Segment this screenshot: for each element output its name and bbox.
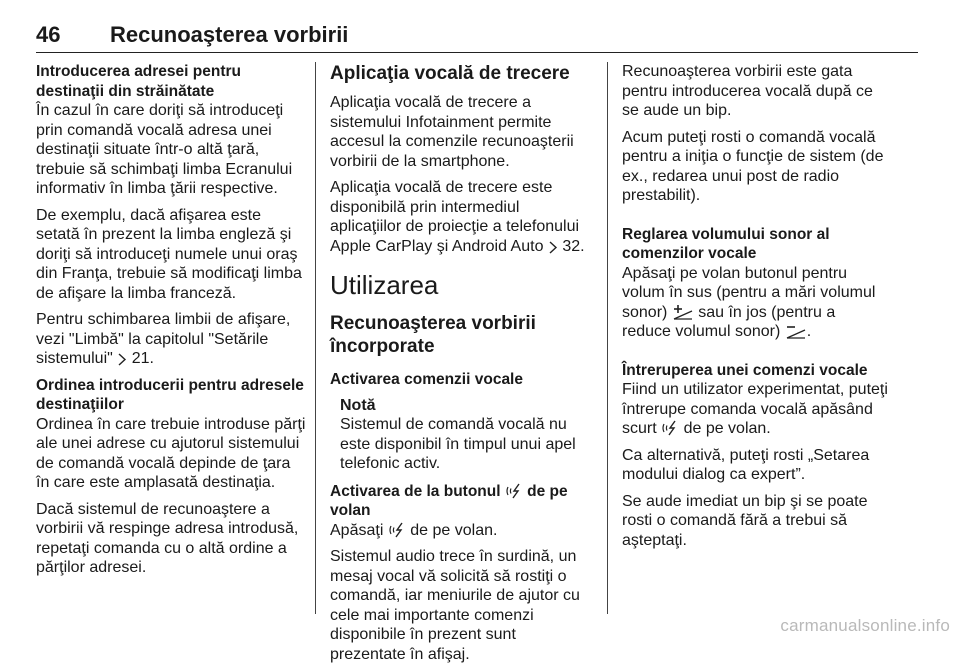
- note-text: Sistemul de comandă vocală nu este disponibil în timpul unui apel telefonic activ.: [340, 416, 576, 472]
- paragraph: Dacă sistemul de recunoaştere a vorbirii vă respinge adresa introdusă, repetaţi comanda cu o altă ordine a părţilor adresei.: [36, 500, 299, 576]
- heading-activate-voice: Activarea comenzii vocale: [330, 371, 523, 388]
- paragraph: De exemplu, dacă afişarea este setată în prezent la limba engleză şi doriţi să introduceţi numele unui oraş din Franţa, trebuie să modificaţi limba de afişare la limba franceză.: [36, 206, 302, 302]
- paragraph: Acum puteţi rosti o comandă vocală pentru a iniţia o funcţie de sistem (de ex., redarea unui post de radio prestabilit).: [622, 128, 884, 204]
- note-title: Notă: [340, 396, 376, 414]
- page-reference[interactable]: 32.: [562, 237, 585, 255]
- column-divider: [607, 62, 608, 614]
- heading-activate-steering: Activarea de la butonul de pe volan: [330, 482, 568, 519]
- column-right: [622, 62, 888, 614]
- heading-interrupt: Întreruperea unei comenzi vocale: [622, 361, 868, 379]
- paragraph: Apăsaţi de pe volan.: [330, 521, 498, 539]
- heading-voice-passthrough: Aplicaţia vocală de trecere: [330, 63, 570, 84]
- heading-builtin-recognition: Recunoaşterea vorbirii încorporate: [330, 313, 536, 357]
- paragraph: Sistemul audio trece în surdină, un mesaj vocal vă solicită să rostiţi o comandă, iar meniurile de ajutor cu cele mai importante comenzi disponibile în prezent sunt prezentate în afişaj.: [330, 548, 580, 663]
- page-reference-arrow-icon: [548, 241, 558, 254]
- paragraph: Ordinea în care trebuie introduse părţi ale unei adrese cu ajutorul sistemului de comandă vocală depinde de ţara în care este amplasată destinaţia.: [36, 415, 306, 491]
- volume-up-icon: [672, 304, 694, 320]
- voice-command-icon: [661, 420, 679, 436]
- column-left: [36, 62, 306, 614]
- heading-usage: Utilizarea: [330, 270, 439, 300]
- voice-command-icon: [388, 522, 406, 538]
- column-divider: [315, 62, 316, 614]
- note-box: [340, 396, 594, 474]
- paragraph: Aplicaţia vocală de trecere este disponibilă prin intermediul aplicaţiilor de proiecţie a telefonului Apple CarPlay şi Android Auto 32.: [330, 179, 585, 255]
- paragraph: Recunoaşterea vorbirii este gata pentru introducerea vocală după ce se aude un bip.: [622, 63, 873, 119]
- page-header: [36, 22, 918, 53]
- heading-volume: Reglarea volumului sonor al comenzilor vocale: [622, 225, 830, 262]
- heading-foreign-destinations: Introducerea adresei pentru destinaţii din străinătate: [36, 63, 242, 100]
- watermark: carmanualsonline.info: [780, 616, 950, 635]
- page-number: 46: [36, 22, 61, 47]
- paragraph: Aplicaţia vocală de trecere a sistemului Infotainment permite accesul la comenzile recunoaşterii vorbirii de la smartphone.: [330, 94, 574, 170]
- volume-down-icon: [785, 323, 807, 339]
- paragraph: Pentru schimbarea limbii de afişare, vezi "Limbă" la capitolul "Setările sistemului" 21.: [36, 311, 291, 367]
- paragraph: Ca alternativă, puteţi rosti „Setarea modului dialog ca expert”.: [622, 446, 870, 483]
- column-middle: [330, 62, 594, 663]
- voice-command-icon: [505, 483, 523, 499]
- paragraph: Fiind un utilizator experimentat, puteţi întrerupe comanda vocală apăsând scurt de pe volan.: [622, 381, 888, 437]
- page-reference-arrow-icon: [117, 353, 127, 366]
- paragraph: Se aude imediat un bip şi se poate rosti o comandă fără a trebui să aşteptaţi.: [622, 492, 868, 549]
- page-reference[interactable]: 21.: [131, 350, 154, 367]
- heading-address-order: Ordinea introducerii pentru adresele destinaţiilor: [36, 376, 304, 413]
- paragraph: Apăsaţi pe volan butonul pentru volum în sus (pentru a mări volumul sonor) sau în jos (pentru a reduce volumul sonor) .: [622, 264, 876, 340]
- paragraph: În cazul în care doriţi să introduceţi prin comandă vocală adresa unei destinaţii situate într-o altă ţară, trebuie să schimbaţi limba Ecranului informativ în limba ţării respective.: [36, 102, 293, 197]
- page-title: Recunoaşterea vorbirii: [110, 22, 349, 47]
